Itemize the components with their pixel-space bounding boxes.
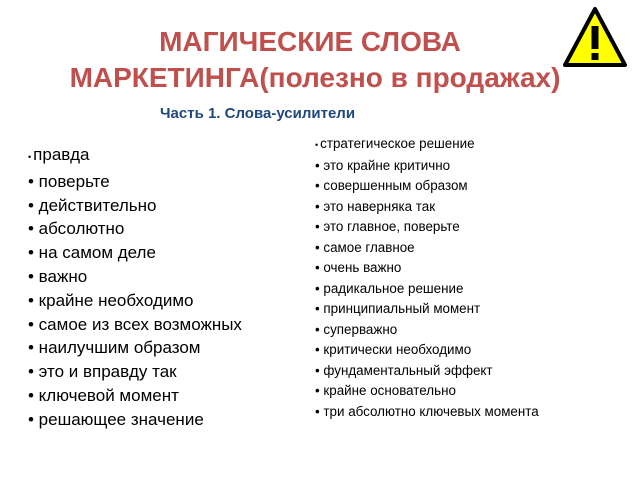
list-item: • на самом деле <box>28 243 156 263</box>
list-item-text: правда <box>33 145 90 164</box>
list-item: • три абсолютно ключевых момента <box>315 403 539 419</box>
list-item: • наилучшим образом <box>28 338 201 358</box>
list-item-text: стратегическое решение <box>320 136 475 151</box>
list-item: • принципиальный момент <box>315 301 481 316</box>
subtitle: Часть 1. Слова-усилители <box>160 105 356 122</box>
list-item: • решающее значение <box>28 409 204 429</box>
list-item: • абсолютно <box>28 219 125 239</box>
list-item: • это главное, поверьте <box>315 219 460 234</box>
list-item: • это наверняка так <box>315 198 436 214</box>
list-item: • суперважно <box>315 321 398 337</box>
list-item: • крайне основательно <box>315 383 456 398</box>
list-item: • поверьте <box>28 171 110 191</box>
list-item: • правда <box>28 145 90 164</box>
list-item: • радикальное решение <box>315 280 464 296</box>
left-word-list <box>28 143 242 432</box>
list-item: • это крайне критично <box>315 157 451 173</box>
list-item: • это и вправду так <box>28 362 177 382</box>
list-item: • ключевой момент <box>28 385 179 405</box>
warning-triangle-icon <box>562 6 628 68</box>
list-item: • критически необходимо <box>315 342 472 357</box>
list-item: • действительно <box>28 195 157 215</box>
list-item: • очень важно <box>315 260 402 275</box>
list-item: • самое из всех возможных <box>28 314 242 334</box>
list-item: • совершенным образом <box>315 178 468 193</box>
title-line-2: МАРКЕТИНГА(полезно в продажах) <box>69 62 561 93</box>
list-item: • важно <box>28 266 88 286</box>
title-line-1: МАГИЧЕСКИЕ СЛОВА <box>159 26 461 57</box>
list-item: • крайне необходимо <box>28 290 194 310</box>
list-item: • фундаментальный эффект <box>315 362 493 378</box>
list-item: • стратегическое решение <box>315 136 475 151</box>
right-word-list <box>315 134 539 422</box>
list-item: • самое главное <box>315 239 415 255</box>
